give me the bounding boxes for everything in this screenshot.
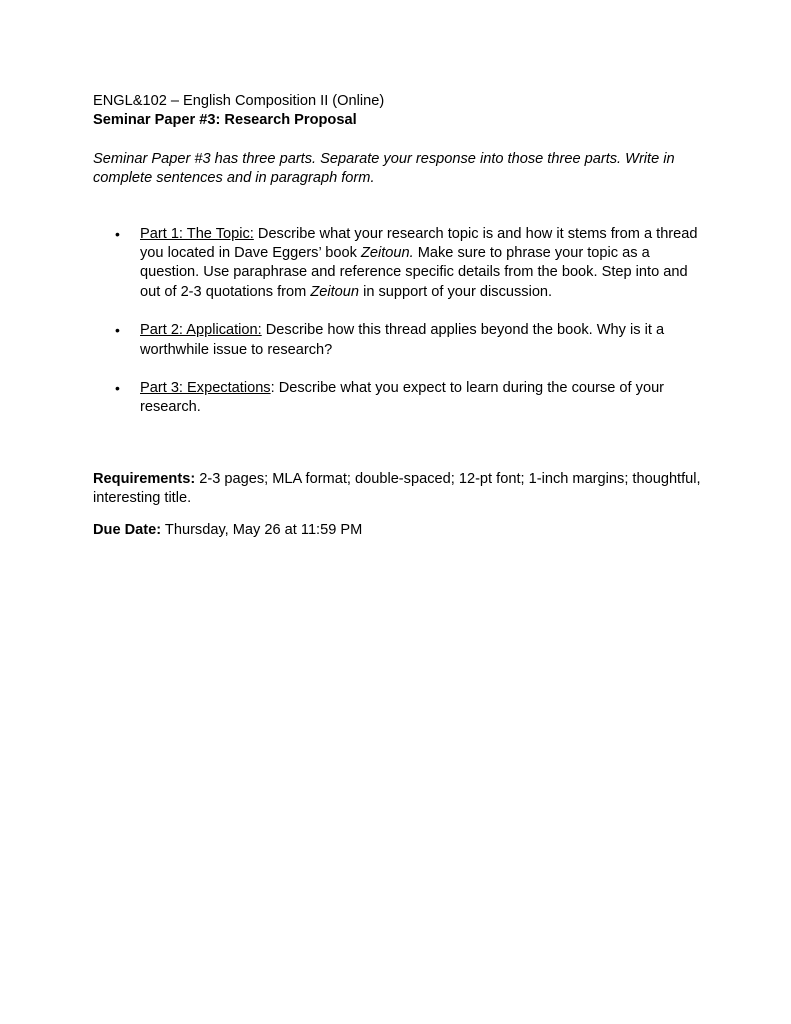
- part-1-book-title-a: Zeitoun.: [360, 245, 414, 262]
- list-item-part-3: [93, 379, 703, 418]
- course-line: ENGL&102 – English Composition II (Online): [93, 93, 385, 109]
- due-date-label: Due Date:: [93, 521, 162, 538]
- bullet-icon: •: [115, 225, 120, 242]
- list-item-part-2: [93, 321, 703, 360]
- due-date-paragraph: [93, 521, 703, 540]
- bullet-icon: •: [115, 380, 120, 397]
- parts-list: [93, 225, 703, 418]
- part-3-text: : Describe what you expect to learn during the course of your research.: [140, 380, 665, 416]
- list-item-part-1: [93, 225, 703, 303]
- requirements-paragraph: [93, 470, 703, 509]
- part-1-text-a: Describe what your research topic is and how it stems from a thread you located in Dave Eggers’ book: [140, 225, 698, 262]
- part-1-book-title-b: Zeitoun: [310, 283, 360, 300]
- requirements-text: 2-3 pages; MLA format; double-spaced; 12-pt font; 1-inch margins; thoughtful, interesting title.: [93, 470, 701, 507]
- due-date-text: Thursday, May 26 at 11:59 PM: [161, 521, 363, 538]
- part-3-label: Part 3: Expectations: [140, 380, 271, 397]
- instructions-paragraph: Seminar Paper #3 has three parts. Separate your response into those three parts. Write in complete sentences and in paragraph form.: [93, 150, 675, 187]
- requirements-label: Requirements:: [93, 470, 196, 487]
- part-2-label: Part 2: Application:: [140, 322, 262, 339]
- paper-title: Seminar Paper #3: Research Proposal: [93, 112, 357, 129]
- part-1-text-c: in support of your discussion.: [359, 283, 553, 300]
- part-1-label: Part 1: The Topic:: [140, 225, 254, 242]
- bullet-icon: •: [115, 322, 120, 339]
- part-2-text: Describe how this thread applies beyond the book. Why is it a worthwhile issue to research?: [140, 322, 665, 358]
- part-1-text-b: Make sure to phrase your topic as a question. Use paraphrase and reference specific details from the book. Step into and out of 2-3 quotations from: [140, 245, 688, 300]
- document-body: [93, 92, 703, 540]
